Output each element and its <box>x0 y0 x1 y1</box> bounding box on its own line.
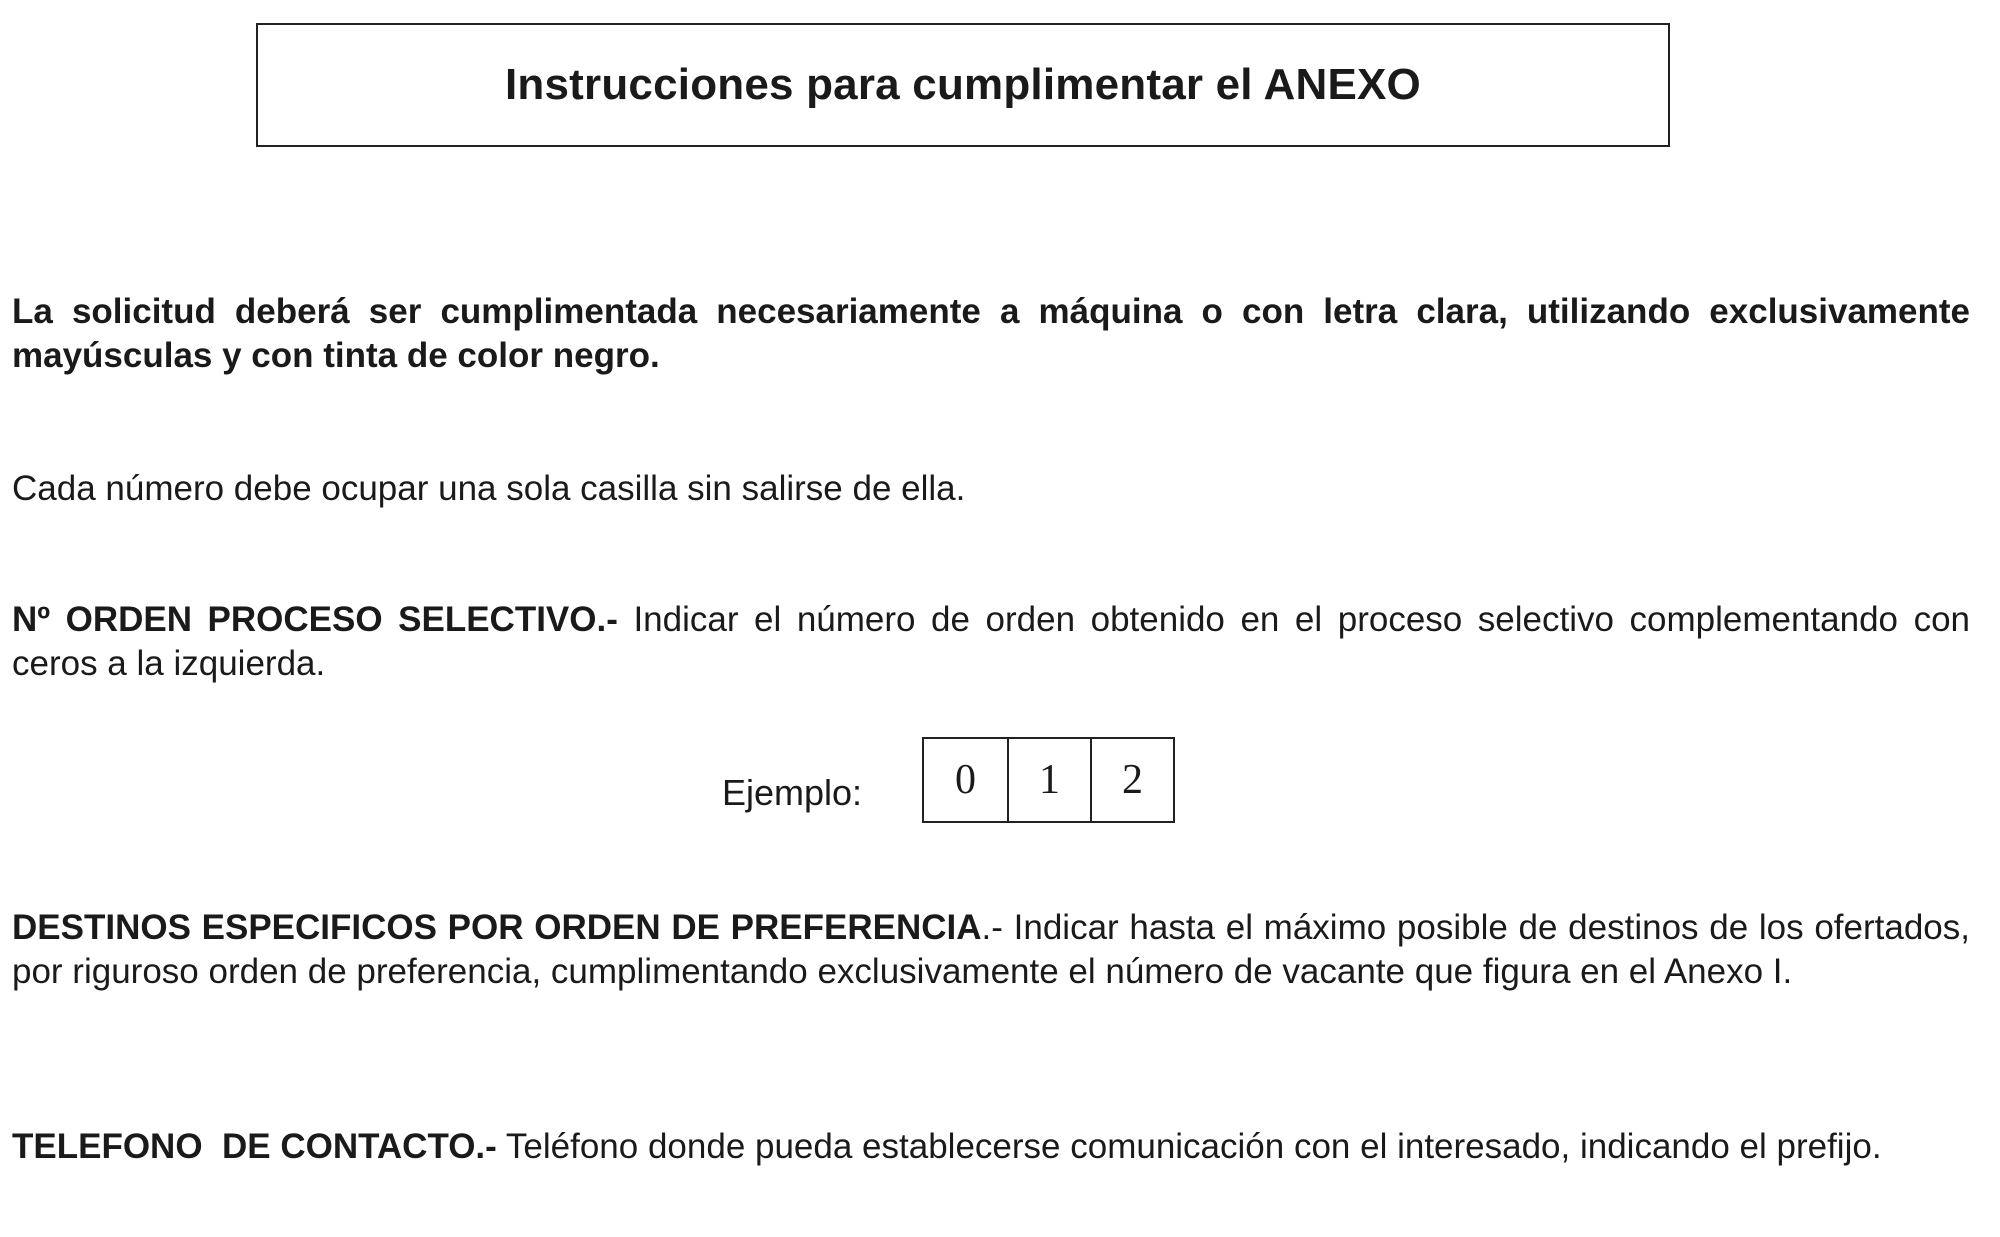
intro-paragraph: La solicitud deberá ser cumplimentada necesariamente a máquina o con letra clara, utilizando exclusivamente mayúsculas y con tinta de color negro. <box>12 292 1970 375</box>
orden-paragraph <box>12 598 1970 686</box>
digit-cell: 0 <box>955 757 976 803</box>
digit-cell: 2 <box>1090 739 1173 821</box>
title-box <box>256 23 1670 147</box>
example-label: Ejemplo: <box>722 772 863 813</box>
page-title: Instrucciones para cumplimentar el ANEXO <box>505 60 1421 109</box>
orden-text: Indicar el número de orden obtenido en el proceso selectivo complementando con ceros a la izquierda. <box>12 600 1970 683</box>
destinos-paragraph <box>12 906 1970 994</box>
orden-label: Nº ORDEN PROCESO SELECTIVO.- <box>12 600 618 639</box>
destinos-dash: .- <box>981 908 1003 947</box>
casilla-note: Cada número debe ocupar una sola casilla sin salirse de ella. <box>12 469 966 508</box>
telefono-text: Teléfono donde pueda establecerse comunicación con el interesado, indicando el prefijo. <box>496 1127 1882 1166</box>
digit-cell: 1 <box>1007 739 1090 821</box>
telefono-paragraph <box>12 1125 1970 1169</box>
destinos-text: Indicar hasta el máximo posible de destinos de los ofertados, por riguroso orden de preferencia, cumplimentando exclusivamente el número de vacante que figura en el Anexo I. <box>12 908 1970 991</box>
example-digit-boxes <box>922 737 1175 823</box>
destinos-label: DESTINOS ESPECIFICOS POR ORDEN DE PREFERENCIA <box>12 908 982 947</box>
telefono-label: TELEFONO DE CONTACTO.- <box>12 1127 497 1166</box>
